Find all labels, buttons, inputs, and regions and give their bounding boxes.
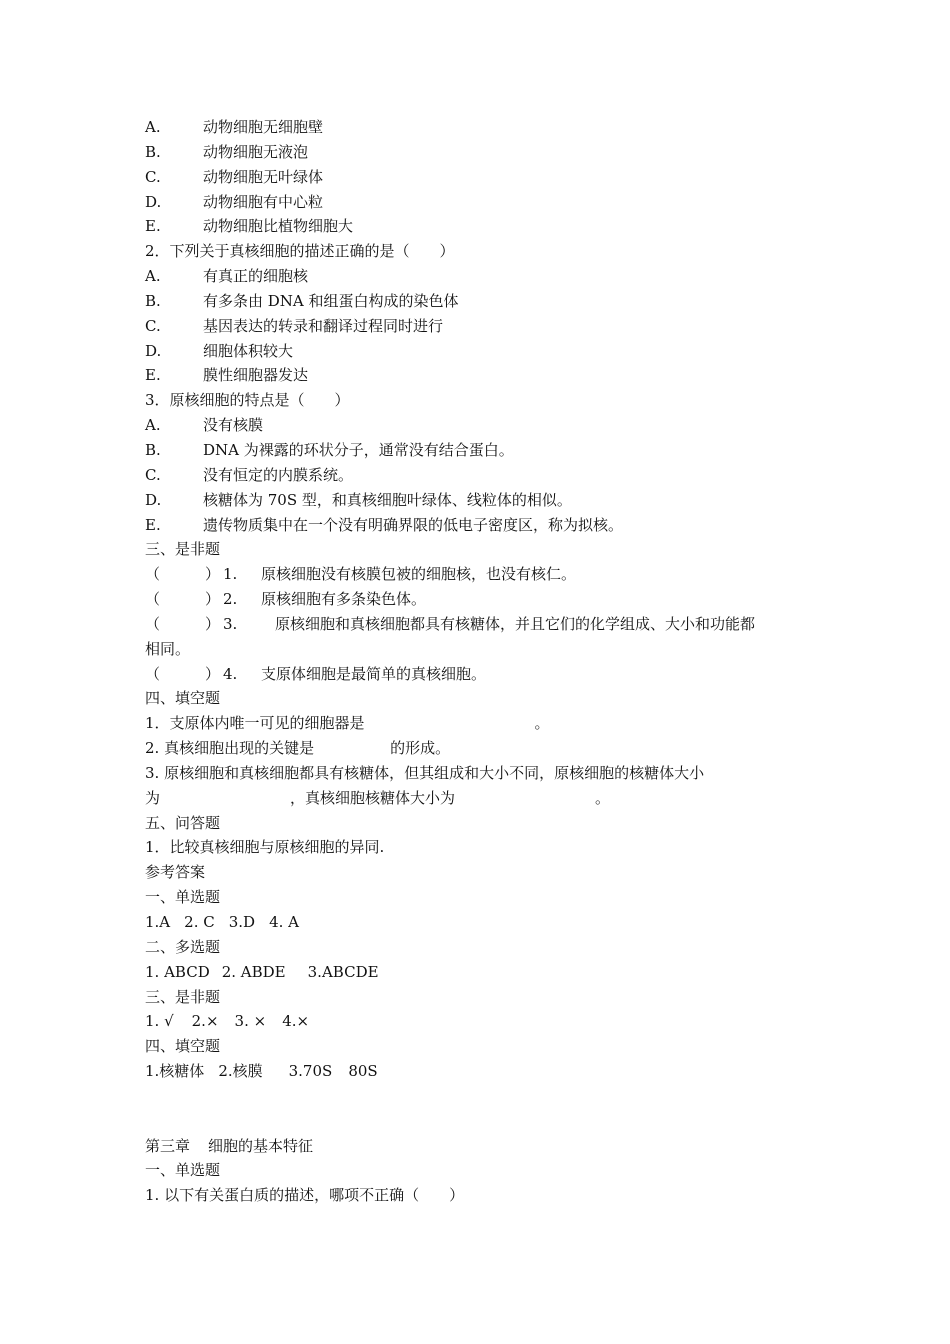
- q1-option-c: C. 动物细胞无叶绿体: [145, 167, 324, 186]
- q3-stem: 3．原核细胞的特点是（ ）: [145, 391, 350, 410]
- chapter-3-q1: 1. 以下有关蛋白质的描述，哪项不正确（ ）: [145, 1186, 465, 1205]
- q1-option-e: E. 动物细胞比植物细胞大: [145, 217, 354, 236]
- q3-option-d: D. 核糖体为 70S 型，和真核细胞叶绿体、线粒体的相似。: [145, 490, 572, 509]
- document-page: [145, 115, 815, 1208]
- answers-s4-title: 四、填空题: [145, 1037, 221, 1056]
- chapter-3-title: 第三章 细胞的基本特征: [145, 1136, 314, 1155]
- tf-item-1: （ ） 1. 原核细胞没有核膜包被的细胞核，也没有核仁。: [145, 565, 577, 584]
- q2-option-d: D. 细胞体积较大: [145, 341, 294, 360]
- q1-option-b: B. 动物细胞无液泡: [145, 142, 309, 161]
- section-5-title: 五、问答题: [145, 813, 221, 832]
- section-3-title: 三、是非题: [145, 540, 221, 559]
- q2-option-b: B. 有多条由 DNA 和组蛋白构成的染色体: [145, 291, 459, 310]
- section-4-title: 四、填空题: [145, 689, 221, 708]
- answers-s2-title: 二、多选题: [145, 937, 221, 956]
- q2-option-a: A. 有真正的细胞核: [145, 267, 309, 286]
- tf-item-4: （ ） 4. 支原体细胞是最简单的真核细胞。: [145, 664, 487, 683]
- answers-s2: 1. ABCD 2. ABDE 3.ABCDE: [145, 962, 379, 981]
- tf-item-2: （ ） 2. 原核细胞有多条染色体。: [145, 590, 427, 609]
- chapter-3-s1-title: 一、单选题: [145, 1161, 221, 1180]
- q1-option-d: D. 动物细胞有中心粒: [145, 192, 324, 211]
- fill-q3-line1: 3. 原核细胞和真核细胞都具有核糖体，但其组成和大小不同，原核细胞的核糖体大小: [145, 763, 705, 782]
- answers-s3: 1. √ 2.× 3. × 4.×: [145, 1012, 310, 1031]
- fill-q3-line2: 为 ，真核细胞核糖体大小为 。: [145, 788, 611, 807]
- answers-s3-title: 三、是非题: [145, 987, 221, 1006]
- answers-title: 参考答案: [145, 863, 206, 882]
- fill-q1: 1．支原体内唯一可见的细胞器是 。: [145, 714, 550, 733]
- essay-q1: 1．比较真核细胞与原核细胞的异同.: [145, 838, 385, 857]
- answers-s4: 1.核糖体 2.核膜 3.70S 80S: [145, 1062, 378, 1081]
- q2-option-c: C. 基因表达的转录和翻译过程同时进行: [145, 316, 444, 335]
- tf-item-3-continued: 相同。: [145, 639, 191, 658]
- answers-s1-title: 一、单选题: [145, 888, 221, 907]
- q3-option-c: C. 没有恒定的内膜系统。: [145, 465, 354, 484]
- q2-option-e: E. 膜性细胞器发达: [145, 366, 309, 385]
- q2-stem: 2．下列关于真核细胞的描述正确的是（ ）: [145, 242, 455, 261]
- tf-item-3: （ ） 3. 原核细胞和真核细胞都具有核糖体，并且它们的化学组成、大小和功能都: [145, 614, 756, 633]
- q1-option-a: A. 动物细胞无细胞壁: [145, 118, 324, 136]
- answers-s1: 1.A 2. C 3.D 4. A: [145, 913, 299, 931]
- q3-option-b: B. DNA 为裸露的环状分子，通常没有结合蛋白。: [145, 440, 514, 459]
- q3-option-e: E. 遗传物质集中在一个没有明确界限的低电子密度区，称为拟核。: [145, 515, 624, 534]
- fill-q2: 2. 真核细胞出现的关键是 的形成。: [145, 739, 451, 758]
- q3-option-a: A. 没有核膜: [145, 416, 264, 435]
